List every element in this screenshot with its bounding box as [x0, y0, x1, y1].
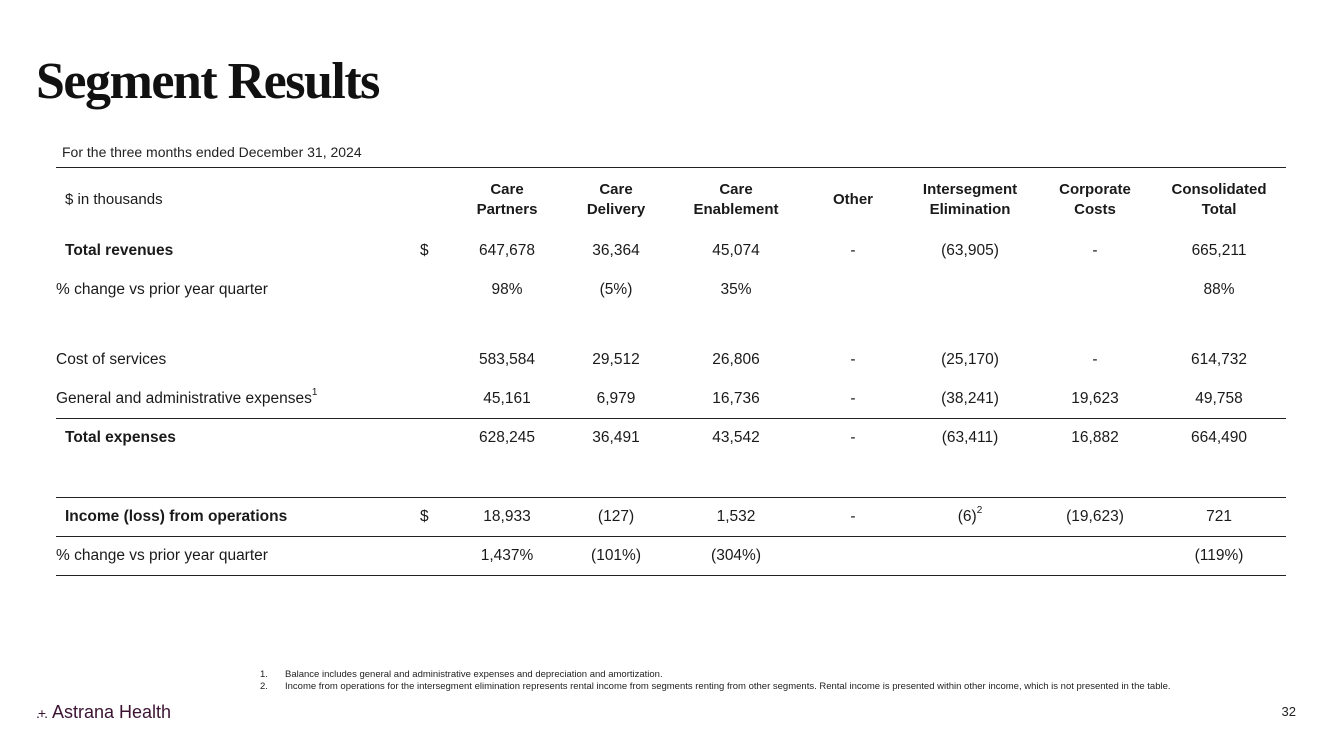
sparkle-icon: .+. — [36, 704, 46, 721]
cell-value: 614,732 — [1191, 351, 1248, 368]
cell-value — [804, 271, 902, 310]
cell-value: - — [1092, 351, 1098, 368]
cell-value: 16,736 — [712, 389, 760, 407]
astrana-health-logo — [36, 702, 171, 723]
page-title: Segment Results — [36, 53, 379, 110]
dollar-sign: $ — [420, 508, 429, 525]
cell-value: 88% — [1203, 281, 1235, 298]
cell-value: 19,623 — [1071, 389, 1119, 407]
cell-value: 6,979 — [596, 389, 636, 407]
cell-value: 45,161 — [483, 389, 531, 407]
row-label: Income (loss) from operations — [65, 508, 288, 525]
logo-text: Astrana Health — [51, 702, 172, 722]
cell-value: 98% — [491, 281, 523, 298]
footnote-1: 1. Balance includes general and administrative expenses and depreciation and amortization. — [260, 669, 663, 680]
cell-value: 43,542 — [712, 429, 760, 447]
cell-value: (63,905) — [941, 242, 999, 259]
row-income-change — [56, 537, 1286, 576]
row-label: % change vs prior year quarter — [56, 281, 268, 298]
cell-value — [804, 537, 902, 576]
dollar-sign: $ — [420, 242, 429, 259]
col-header-care-enablement: Care Enablement — [693, 180, 779, 218]
col-header-consolidated-total: Consolidated Total — [1171, 180, 1267, 218]
cell-value — [902, 271, 1038, 310]
cell-value: (304%) — [711, 547, 761, 564]
cell-value: 664,490 — [1191, 429, 1248, 447]
footnote-ref: 2 — [976, 504, 983, 516]
row-label: Total revenues — [65, 242, 174, 259]
cell-value: (5%) — [599, 281, 633, 298]
cell-value: 35% — [720, 281, 752, 298]
footnotes — [260, 669, 1180, 693]
cell-value: $(6)^2$ — [957, 504, 983, 525]
col-header-corporate-costs: Corporate Costs — [1059, 180, 1131, 218]
col-header-intersegment-elimination: Intersegment Elimination — [922, 180, 1018, 218]
row-cost-of-services — [56, 341, 1286, 380]
segment-results-table — [56, 167, 1286, 576]
cell-value: - — [1092, 242, 1098, 259]
cell-value: (101%) — [591, 547, 641, 564]
row-ga-expenses — [56, 380, 1286, 419]
cell-value — [1038, 537, 1152, 576]
cell-value: - — [850, 429, 856, 447]
cell-value: (119%) — [1194, 547, 1244, 564]
col-header-other: Other — [833, 190, 874, 208]
cell-value: 665,211 — [1191, 242, 1247, 259]
table-header-row — [56, 168, 1286, 232]
cell-value: 16,882 — [1071, 429, 1119, 447]
cell-value: (25,170) — [941, 351, 999, 368]
cell-value: (63,411) — [941, 429, 999, 447]
cell-value: - — [850, 389, 856, 407]
cell-value: (127) — [597, 508, 635, 525]
cell-value: (19,623) — [1066, 508, 1124, 525]
row-income-from-operations — [56, 498, 1286, 537]
col-header-care-delivery: Care Delivery — [586, 180, 646, 218]
row-total-revenues — [56, 232, 1286, 271]
cell-value: 647,678 — [479, 242, 536, 259]
units-label: $ in thousands — [65, 190, 163, 208]
cell-value: 1,437% — [480, 547, 534, 564]
row-revenue-change — [56, 271, 1286, 310]
cell-value: 628,245 — [479, 429, 536, 447]
period-caption: For the three months ended December 31, 2024 — [62, 144, 362, 160]
cell-value: 721 — [1206, 508, 1232, 525]
footnote-2: 2. Income from operations for the intersegment elimination represents rental income from segments renting from other segments. Rental income is presented within other income, which is not presented in the table. — [260, 681, 1171, 692]
row-total-expenses — [56, 419, 1286, 458]
cell-value: 1,532 — [716, 508, 756, 525]
row-label: Cost of services — [56, 351, 167, 368]
cell-value: (38,241) — [941, 389, 999, 407]
cell-value: 49,758 — [1195, 389, 1243, 407]
row-label: General and administrative expenses$^1$ — [56, 386, 318, 407]
cell-value: 45,074 — [712, 242, 760, 259]
cell-value: 36,364 — [592, 242, 640, 259]
cell-value: - — [850, 351, 856, 368]
footnote-ref: 1 — [311, 386, 318, 398]
row-label: % change vs prior year quarter — [56, 547, 268, 564]
page-number: 32 — [1281, 704, 1296, 719]
cell-value: 583,584 — [479, 351, 536, 368]
cell-value — [1038, 271, 1152, 310]
cell-value: 18,933 — [483, 508, 531, 525]
cell-value: 36,491 — [592, 429, 640, 447]
cell-value: 29,512 — [592, 351, 640, 368]
cell-value: 26,806 — [712, 351, 760, 368]
col-header-care-partners: Care Partners — [476, 180, 538, 218]
cell-value: - — [850, 508, 856, 525]
cell-value: - — [850, 242, 856, 259]
cell-value — [902, 537, 1038, 576]
row-label: Total expenses — [65, 429, 176, 447]
